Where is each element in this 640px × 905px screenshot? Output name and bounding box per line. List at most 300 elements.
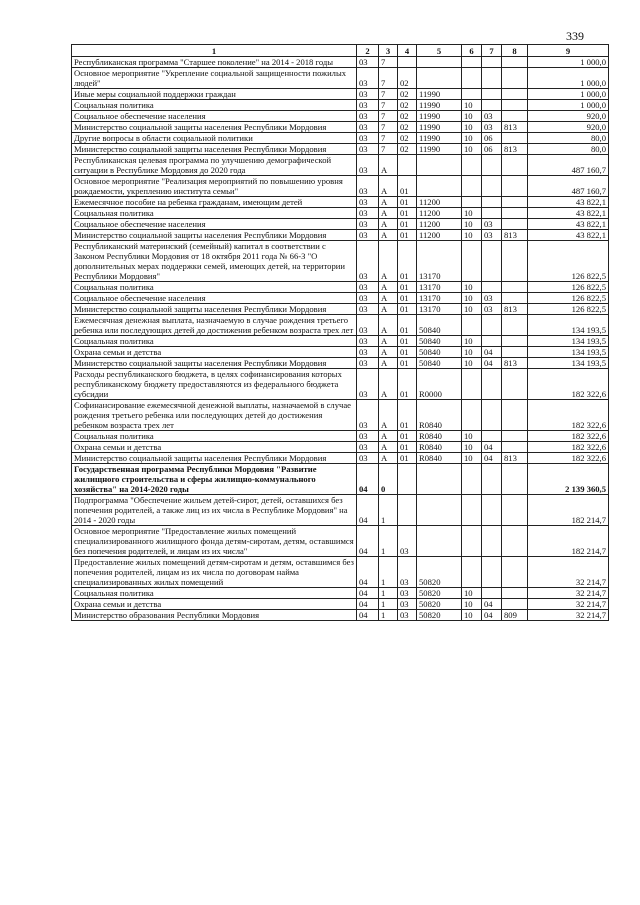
code-cell: 03 <box>482 122 502 133</box>
code-cell: 7 <box>379 89 398 100</box>
table-row <box>72 197 609 208</box>
code-cell: 03 <box>357 431 379 442</box>
code-cell <box>502 57 528 68</box>
code-cell: А <box>379 304 398 315</box>
code-cell <box>502 588 528 599</box>
code-cell: А <box>379 208 398 219</box>
code-cell <box>482 431 502 442</box>
code-cell: 7 <box>379 57 398 68</box>
code-cell: 04 <box>482 358 502 369</box>
table-row <box>72 336 609 347</box>
code-cell: 813 <box>502 304 528 315</box>
code-cell: 7 <box>379 122 398 133</box>
code-cell <box>417 526 462 557</box>
code-cell: 02 <box>398 68 417 89</box>
code-cell: 03 <box>357 197 379 208</box>
row-name-cell: Социальное обеспечение населения <box>72 293 357 304</box>
code-cell: 7 <box>379 68 398 89</box>
code-cell: 02 <box>398 100 417 111</box>
row-name-cell: Министерство социальной защиты населения Республики Мордовия <box>72 453 357 464</box>
amount-cell: 43 822,1 <box>528 208 609 219</box>
code-cell: R0840 <box>417 431 462 442</box>
code-cell <box>417 464 462 495</box>
code-cell: 03 <box>357 89 379 100</box>
code-cell: А <box>379 369 398 400</box>
code-cell: 03 <box>398 610 417 621</box>
code-cell: 03 <box>357 219 379 230</box>
code-cell: 06 <box>482 133 502 144</box>
code-cell <box>502 293 528 304</box>
code-cell <box>482 282 502 293</box>
code-cell <box>417 155 462 176</box>
code-cell: 10 <box>462 610 482 621</box>
code-cell: А <box>379 155 398 176</box>
table-row <box>72 68 609 89</box>
row-name-cell: Основное мероприятие "Укрепление социальной защищенности пожилых людей" <box>72 68 357 89</box>
code-cell <box>482 400 502 431</box>
code-cell: 50820 <box>417 599 462 610</box>
code-cell: 50820 <box>417 557 462 588</box>
code-cell <box>502 111 528 122</box>
code-cell: R0840 <box>417 442 462 453</box>
table-row <box>72 557 609 588</box>
code-cell: R0000 <box>417 369 462 400</box>
code-cell: 04 <box>482 453 502 464</box>
code-cell <box>502 155 528 176</box>
code-cell: 03 <box>357 122 379 133</box>
amount-cell: 920,0 <box>528 111 609 122</box>
code-cell: 10 <box>462 282 482 293</box>
code-cell <box>462 315 482 336</box>
code-cell: 03 <box>482 111 502 122</box>
row-name-cell: Социальная политика <box>72 208 357 219</box>
amount-cell: 1 000,0 <box>528 100 609 111</box>
code-cell: 01 <box>398 442 417 453</box>
table-row <box>72 526 609 557</box>
code-cell: 10 <box>462 431 482 442</box>
code-cell: А <box>379 197 398 208</box>
column-header: 3 <box>379 45 398 57</box>
code-cell: 50840 <box>417 315 462 336</box>
code-cell: 10 <box>462 100 482 111</box>
code-cell: 11200 <box>417 208 462 219</box>
code-cell: 01 <box>398 282 417 293</box>
code-cell: 50820 <box>417 610 462 621</box>
row-name-cell: Иные меры социальной поддержки граждан <box>72 89 357 100</box>
row-name-cell: Предоставление жилых помещений детям-сиротам и детям, оставшимся без попечения родителей, лицам из их числа по договорам найма специализированных жилых помещений <box>72 557 357 588</box>
code-cell: 01 <box>398 369 417 400</box>
amount-cell: 1 000,0 <box>528 68 609 89</box>
code-cell: А <box>379 336 398 347</box>
code-cell: 10 <box>462 219 482 230</box>
code-cell: 01 <box>398 304 417 315</box>
code-cell: 813 <box>502 122 528 133</box>
code-cell <box>398 495 417 526</box>
amount-cell: 182 322,6 <box>528 369 609 400</box>
code-cell <box>482 176 502 197</box>
code-cell: 809 <box>502 610 528 621</box>
amount-cell: 80,0 <box>528 144 609 155</box>
code-cell: 06 <box>482 144 502 155</box>
column-header: 4 <box>398 45 417 57</box>
code-cell <box>482 588 502 599</box>
amount-cell: 487 160,7 <box>528 176 609 197</box>
code-cell: 01 <box>398 208 417 219</box>
code-cell: 03 <box>398 599 417 610</box>
code-cell: 01 <box>398 241 417 282</box>
code-cell <box>502 176 528 197</box>
code-cell: 10 <box>462 144 482 155</box>
code-cell <box>482 68 502 89</box>
code-cell: 1 <box>379 526 398 557</box>
code-cell: 03 <box>398 557 417 588</box>
row-name-cell: Министерство социальной защиты населения Республики Мордовия <box>72 230 357 241</box>
code-cell <box>502 442 528 453</box>
code-cell <box>462 495 482 526</box>
code-cell <box>502 219 528 230</box>
table-row <box>72 304 609 315</box>
amount-cell: 32 214,7 <box>528 610 609 621</box>
code-cell: А <box>379 347 398 358</box>
row-name-cell: Охрана семьи и детства <box>72 347 357 358</box>
row-name-cell: Государственная программа Республики Мордовия "Развитие жилищного строительства и сферы жилищно-коммунального хозяйства" на 2014-2020 годы <box>72 464 357 495</box>
code-cell: А <box>379 241 398 282</box>
code-cell <box>502 495 528 526</box>
code-cell: 50840 <box>417 336 462 347</box>
code-cell: 03 <box>357 347 379 358</box>
code-cell: 50840 <box>417 347 462 358</box>
code-cell: 813 <box>502 453 528 464</box>
table-row <box>72 358 609 369</box>
table-row <box>72 176 609 197</box>
table-row <box>72 133 609 144</box>
code-cell: 03 <box>482 230 502 241</box>
amount-cell: 32 214,7 <box>528 588 609 599</box>
column-header: 6 <box>462 45 482 57</box>
code-cell <box>462 89 482 100</box>
code-cell: 04 <box>357 588 379 599</box>
row-name-cell: Ежемесячное пособие на ребенка гражданам, имеющим детей <box>72 197 357 208</box>
amount-cell: 126 822,5 <box>528 304 609 315</box>
code-cell <box>462 241 482 282</box>
row-name-cell: Социальное обеспечение населения <box>72 219 357 230</box>
budget-table <box>71 44 609 621</box>
row-name-cell: Подпрограмма "Обеспечение жильем детей-сирот, детей, оставшихся без попечения родителей, а также лиц из их числа в Республике Мордовия" на 2014 - 2020 годы <box>72 495 357 526</box>
code-cell: 03 <box>357 315 379 336</box>
code-cell: 11990 <box>417 111 462 122</box>
code-cell: 03 <box>357 100 379 111</box>
amount-cell: 182 322,6 <box>528 431 609 442</box>
code-cell <box>417 495 462 526</box>
amount-cell: 43 822,1 <box>528 197 609 208</box>
code-cell <box>502 599 528 610</box>
code-cell <box>482 495 502 526</box>
code-cell <box>417 57 462 68</box>
code-cell: 10 <box>462 208 482 219</box>
code-cell <box>482 464 502 495</box>
code-cell: 03 <box>357 369 379 400</box>
row-name-cell: Расходы республиканского бюджета, в целях софинансирования которых республиканскому бюджету предоставляются из федерального бюджета субсидии <box>72 369 357 400</box>
amount-cell: 134 193,5 <box>528 315 609 336</box>
code-cell <box>462 526 482 557</box>
code-cell: 01 <box>398 219 417 230</box>
code-cell: 10 <box>462 304 482 315</box>
code-cell <box>502 100 528 111</box>
table-row <box>72 230 609 241</box>
code-cell: 01 <box>398 293 417 304</box>
table-row <box>72 219 609 230</box>
amount-cell: 134 193,5 <box>528 347 609 358</box>
code-cell <box>502 68 528 89</box>
code-cell: 1 <box>379 599 398 610</box>
code-cell: 03 <box>357 442 379 453</box>
code-cell <box>502 400 528 431</box>
code-cell: 02 <box>398 133 417 144</box>
table-row <box>72 111 609 122</box>
amount-cell: 43 822,1 <box>528 230 609 241</box>
code-cell: А <box>379 293 398 304</box>
code-cell: 11990 <box>417 133 462 144</box>
table-row <box>72 347 609 358</box>
code-cell: 01 <box>398 315 417 336</box>
code-cell: 03 <box>357 304 379 315</box>
row-name-cell: Основное мероприятие "Реализация мероприятий по повышению уровня рождаемости, укреплению института семьи" <box>72 176 357 197</box>
code-cell: 0 <box>379 464 398 495</box>
row-name-cell: Софинансирование ежемесячной денежной выплаты, назначаемой в случае рождения третьего ребенка или последующих детей до достижения ребенком возраста трех лет <box>72 400 357 431</box>
code-cell: 03 <box>357 241 379 282</box>
code-cell: 03 <box>398 526 417 557</box>
code-cell: 04 <box>357 495 379 526</box>
code-cell: 01 <box>398 400 417 431</box>
code-cell: 1 <box>379 557 398 588</box>
code-cell: 1 <box>379 495 398 526</box>
amount-cell: 126 822,5 <box>528 293 609 304</box>
code-cell <box>417 176 462 197</box>
table-row <box>72 369 609 400</box>
code-cell: А <box>379 282 398 293</box>
code-cell <box>502 315 528 336</box>
code-cell <box>482 89 502 100</box>
code-cell: 04 <box>482 347 502 358</box>
code-cell: 02 <box>398 122 417 133</box>
code-cell <box>502 526 528 557</box>
column-header: 1 <box>72 45 357 57</box>
code-cell: 03 <box>482 219 502 230</box>
code-cell <box>502 369 528 400</box>
code-cell <box>482 100 502 111</box>
code-cell <box>502 282 528 293</box>
code-cell <box>398 464 417 495</box>
code-cell: 7 <box>379 133 398 144</box>
column-header: 2 <box>357 45 379 57</box>
code-cell: 01 <box>398 347 417 358</box>
code-cell: 11990 <box>417 100 462 111</box>
code-cell: 03 <box>357 144 379 155</box>
amount-cell: 920,0 <box>528 122 609 133</box>
amount-cell: 43 822,1 <box>528 219 609 230</box>
code-cell <box>462 57 482 68</box>
code-cell: 813 <box>502 144 528 155</box>
code-cell: 03 <box>357 400 379 431</box>
amount-cell: 2 139 360,5 <box>528 464 609 495</box>
code-cell: А <box>379 219 398 230</box>
code-cell: 04 <box>357 599 379 610</box>
code-cell <box>482 241 502 282</box>
code-cell: А <box>379 315 398 336</box>
amount-cell: 80,0 <box>528 133 609 144</box>
code-cell: 04 <box>357 526 379 557</box>
code-cell: 03 <box>357 68 379 89</box>
code-cell: 03 <box>357 57 379 68</box>
code-cell <box>482 526 502 557</box>
table-row <box>72 588 609 599</box>
code-cell <box>502 241 528 282</box>
code-cell <box>398 155 417 176</box>
row-name-cell: Республиканская программа "Старшее поколение" на 2014 - 2018 годы <box>72 57 357 68</box>
code-cell: 11990 <box>417 89 462 100</box>
code-cell: 10 <box>462 442 482 453</box>
row-name-cell: Охрана семьи и детства <box>72 599 357 610</box>
code-cell: 13170 <box>417 282 462 293</box>
table-row <box>72 208 609 219</box>
code-cell <box>417 68 462 89</box>
code-cell: 10 <box>462 230 482 241</box>
code-cell <box>482 155 502 176</box>
code-cell <box>482 557 502 588</box>
amount-cell: 182 214,7 <box>528 495 609 526</box>
table-row <box>72 122 609 133</box>
code-cell: 1 <box>379 610 398 621</box>
amount-cell: 182 322,6 <box>528 400 609 431</box>
code-cell: 11990 <box>417 122 462 133</box>
code-cell <box>502 197 528 208</box>
column-header: 5 <box>417 45 462 57</box>
code-cell: 813 <box>502 230 528 241</box>
code-cell: 03 <box>482 293 502 304</box>
amount-cell: 1 000,0 <box>528 57 609 68</box>
code-cell: 13170 <box>417 241 462 282</box>
table-row <box>72 282 609 293</box>
amount-cell: 182 322,6 <box>528 453 609 464</box>
code-cell: 01 <box>398 230 417 241</box>
code-cell <box>462 464 482 495</box>
code-cell <box>398 57 417 68</box>
code-cell: А <box>379 400 398 431</box>
row-name-cell: Охрана семьи и детства <box>72 442 357 453</box>
row-name-cell: Социальная политика <box>72 336 357 347</box>
code-cell: 03 <box>357 111 379 122</box>
code-cell: А <box>379 453 398 464</box>
row-name-cell: Основное мероприятие "Предоставление жилых помещений специализированного жилищного фонда детям-сиротам, детям, оставшимся без попечения родителей, и лицам из их числа" <box>72 526 357 557</box>
amount-cell: 32 214,7 <box>528 599 609 610</box>
code-cell <box>502 464 528 495</box>
column-header: 8 <box>502 45 528 57</box>
row-name-cell: Социальное обеспечение населения <box>72 111 357 122</box>
code-cell: 03 <box>357 230 379 241</box>
code-cell <box>502 557 528 588</box>
code-cell: 11200 <box>417 230 462 241</box>
code-cell: 7 <box>379 111 398 122</box>
row-name-cell: Социальная политика <box>72 282 357 293</box>
code-cell: 50840 <box>417 358 462 369</box>
amount-cell: 32 214,7 <box>528 557 609 588</box>
code-cell: 50820 <box>417 588 462 599</box>
code-cell: 03 <box>357 336 379 347</box>
code-cell: 03 <box>357 208 379 219</box>
code-cell <box>502 208 528 219</box>
code-cell: R0840 <box>417 453 462 464</box>
table-body <box>72 57 609 621</box>
code-cell: 01 <box>398 197 417 208</box>
code-cell: 10 <box>462 293 482 304</box>
code-cell <box>482 208 502 219</box>
code-cell <box>462 197 482 208</box>
row-name-cell: Министерство социальной защиты населения Республики Мордовия <box>72 122 357 133</box>
code-cell: 10 <box>462 133 482 144</box>
row-name-cell: Другие вопросы в области социальной политики <box>72 133 357 144</box>
table-row <box>72 610 609 621</box>
row-name-cell: Министерство образования Республики Мордовия <box>72 610 357 621</box>
code-cell: 10 <box>462 599 482 610</box>
code-cell <box>502 89 528 100</box>
code-cell: 10 <box>462 122 482 133</box>
code-cell: 11200 <box>417 197 462 208</box>
row-name-cell: Министерство социальной защиты населения Республики Мордовия <box>72 144 357 155</box>
table-row <box>72 400 609 431</box>
code-cell: А <box>379 230 398 241</box>
table-row <box>72 431 609 442</box>
table-row <box>72 155 609 176</box>
table-row <box>72 144 609 155</box>
code-cell: 03 <box>357 133 379 144</box>
code-cell: R0840 <box>417 400 462 431</box>
amount-cell: 487 160,7 <box>528 155 609 176</box>
row-name-cell: Министерство социальной защиты населения Республики Мордовия <box>72 358 357 369</box>
code-cell <box>462 369 482 400</box>
table-row <box>72 100 609 111</box>
code-cell: 10 <box>462 111 482 122</box>
code-cell: 7 <box>379 100 398 111</box>
code-cell <box>462 557 482 588</box>
code-cell: 10 <box>462 336 482 347</box>
code-cell <box>502 431 528 442</box>
code-cell: 01 <box>398 453 417 464</box>
column-header: 9 <box>528 45 609 57</box>
code-cell: 04 <box>357 610 379 621</box>
amount-cell: 126 822,5 <box>528 241 609 282</box>
code-cell: 11990 <box>417 144 462 155</box>
code-cell: 04 <box>357 557 379 588</box>
code-cell: 03 <box>357 453 379 464</box>
row-name-cell: Республиканский материнский (семейный) капитал в соответствии с Законом Республики Мордовия от 18 октября 2011 года № 66-З "О дополнительных мерах поддержки семей, имеющих детей, на территории Республики Мордовия" <box>72 241 357 282</box>
code-cell: 03 <box>357 358 379 369</box>
code-cell: 13170 <box>417 304 462 315</box>
amount-cell: 1 000,0 <box>528 89 609 100</box>
table-row <box>72 89 609 100</box>
table-row <box>72 453 609 464</box>
code-cell: 01 <box>398 336 417 347</box>
code-cell <box>482 336 502 347</box>
code-cell: 04 <box>357 464 379 495</box>
code-cell <box>462 68 482 89</box>
code-cell <box>482 197 502 208</box>
code-cell: 11200 <box>417 219 462 230</box>
code-cell: 04 <box>482 442 502 453</box>
code-cell: 01 <box>398 358 417 369</box>
code-cell: 1 <box>379 588 398 599</box>
code-cell: 04 <box>482 610 502 621</box>
code-cell <box>462 400 482 431</box>
